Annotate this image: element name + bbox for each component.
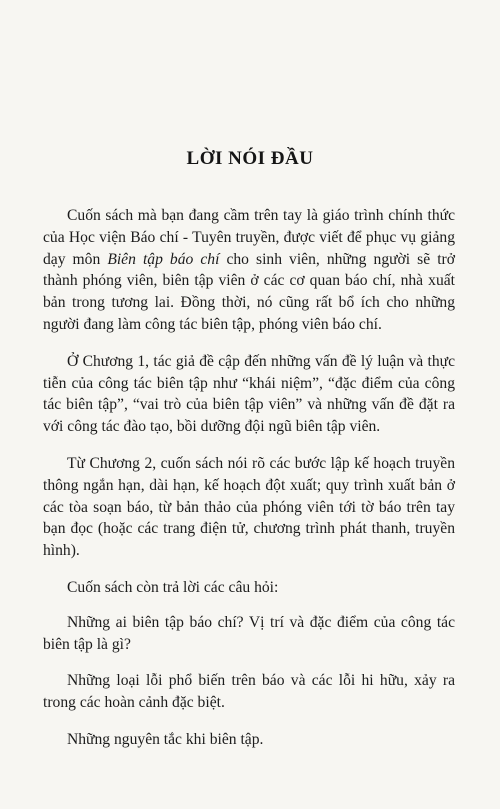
paragraph-question-principles: Những nguyên tắc khi biên tập.	[67, 730, 264, 748]
paragraph-intro-text-end: cho sinh viên, những người sẽ trở thành phóng viên, biên tập viên ở các cơ quan báo chí, nhà xuất bản trong tương lai. Đồng thời, nó cũng rất bổ ích cho những người đang làm công tác biên tập, phóng viên báo chí.	[43, 250, 455, 333]
course-title-italic: Biên tập báo chí	[107, 250, 220, 268]
paragraph-question-errors: Những loại lỗi phổ biến trên báo và các lỗi hi hữu, xảy ra trong các hoàn cảnh đặc biệt.	[43, 672, 455, 712]
paragraph-chapter-2: Từ Chương 2, cuốn sách nói rõ các bước lập kế hoạch truyền thông ngắn hạn, dài hạn, kế hoạch đột xuất; quy trình xuất bản ở các tòa soạn báo, từ bản thảo của phóng viên tới tờ báo trên tay bạn đọc (hoặc các trang điện tử, chương trình phát thanh, truyền hình).	[43, 454, 455, 560]
paragraph-chapter-1: Ở Chương 1, tác giả đề cập đến những vấn đề lý luận và thực tiễn của công tác biên tập như “khái niệm”, “đặc điểm của công tác biên tập”, “vai trò của biên tập viên” và những vấn đề đặt ra với công tác đào tạo, bồi dưỡng đội ngũ biên tập viên.	[43, 352, 455, 436]
paragraph-intro-text-start: Cuốn sách mà bạn đang cầm trên tay là giáo trình chính thức của Học viện Báo chí - Tuyên truyền, được viết để phục vụ giảng dạy môn	[43, 207, 455, 268]
page-title: LỜI NÓI ĐẦU	[186, 148, 314, 169]
body-text	[43, 205, 455, 766]
paragraph-question-who: Những ai biên tập báo chí? Vị trí và đặc điểm của công tác biên tập là gì?	[43, 613, 455, 653]
paragraph-questions-intro: Cuốn sách còn trả lời các câu hỏi:	[67, 578, 279, 596]
paragraph-intro	[43, 205, 455, 336]
